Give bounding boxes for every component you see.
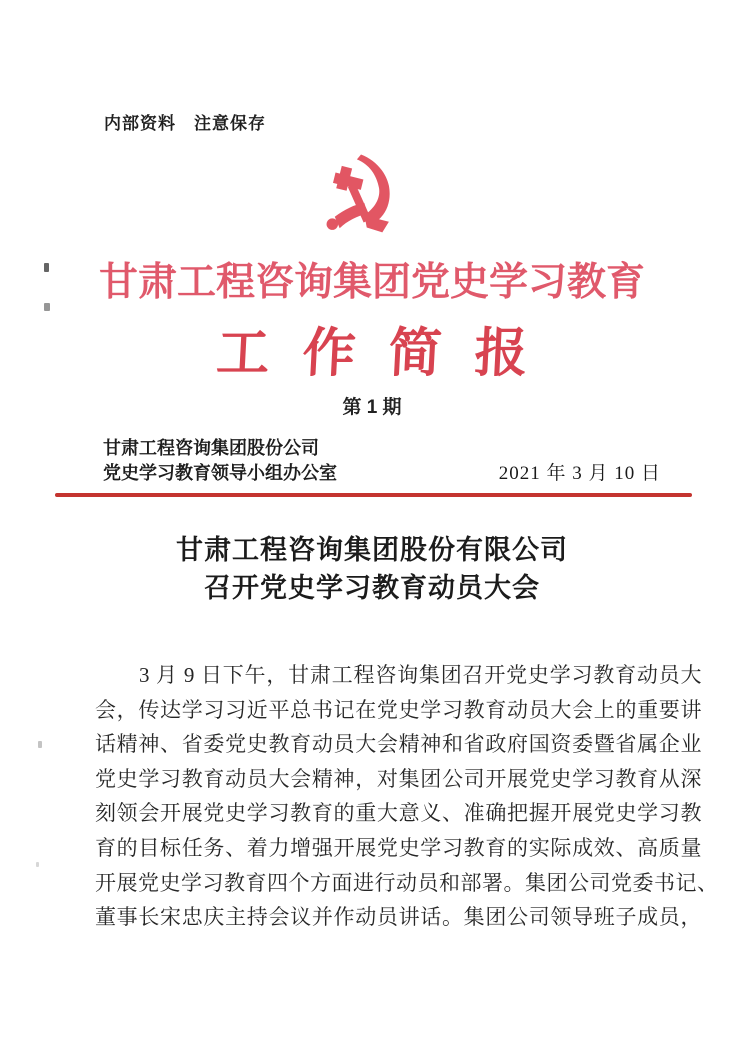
issue-number: 第 1 期 [342, 397, 402, 418]
article-body [95, 658, 719, 935]
body-line: 开展党史学习教育四个方面进行动员和部署。集团公司党委书记、 [95, 870, 719, 895]
issuer-date-row [103, 436, 661, 486]
hammer-sickle-glyph [327, 154, 390, 232]
scan-artifact [36, 862, 39, 867]
article-title-line-1: 甘肃工程咨询集团股份有限公司 [176, 535, 568, 565]
scan-artifact [44, 263, 49, 272]
issuer-line-1: 甘肃工程咨询集团股份公司 [103, 438, 319, 458]
article-title-line-2: 召开党史学习教育动员大会 [204, 573, 540, 603]
masthead-title: 甘肃工程咨询集团党史学习教育 [98, 261, 645, 304]
red-divider-rule [55, 493, 692, 497]
body-line: 话精神、省委党史教育动员大会精神和省政府国资委暨省属企业 [95, 732, 702, 757]
briefing-title-calligraphy: 工作简报 [214, 325, 563, 383]
scan-artifact [38, 741, 42, 748]
classification-label: 内部资料 注意保存 [104, 114, 266, 133]
party-emblem-icon [320, 151, 402, 235]
body-line: 育的目标任务、着力增强开展党史学习教育的实际成效、高质量 [95, 835, 702, 860]
issue-date: 2021 年 3 月 10 日 [498, 463, 661, 484]
body-line: 董事长宋忠庆主持会议并作动员讲话。集团公司领导班子成员， [95, 905, 702, 930]
body-line: 3 月 9 日下午，甘肃工程咨询集团召开党史学习教育动员大 [139, 663, 702, 687]
body-line: 党史学习教育动员大会精神，对集团公司开展党史学习教育从深 [95, 766, 702, 791]
issuer-line-2: 党史学习教育领导小组办公室 [103, 463, 337, 483]
body-line: 会，传达学习习近平总书记在党史学习教育动员大会上的重要讲 [95, 697, 702, 722]
article-title [0, 531, 744, 607]
issuer-block [103, 436, 337, 486]
body-line: 刻领会开展党史学习教育的重大意义、准确把握开展党史学习教 [95, 801, 702, 826]
scan-artifact [44, 303, 50, 311]
